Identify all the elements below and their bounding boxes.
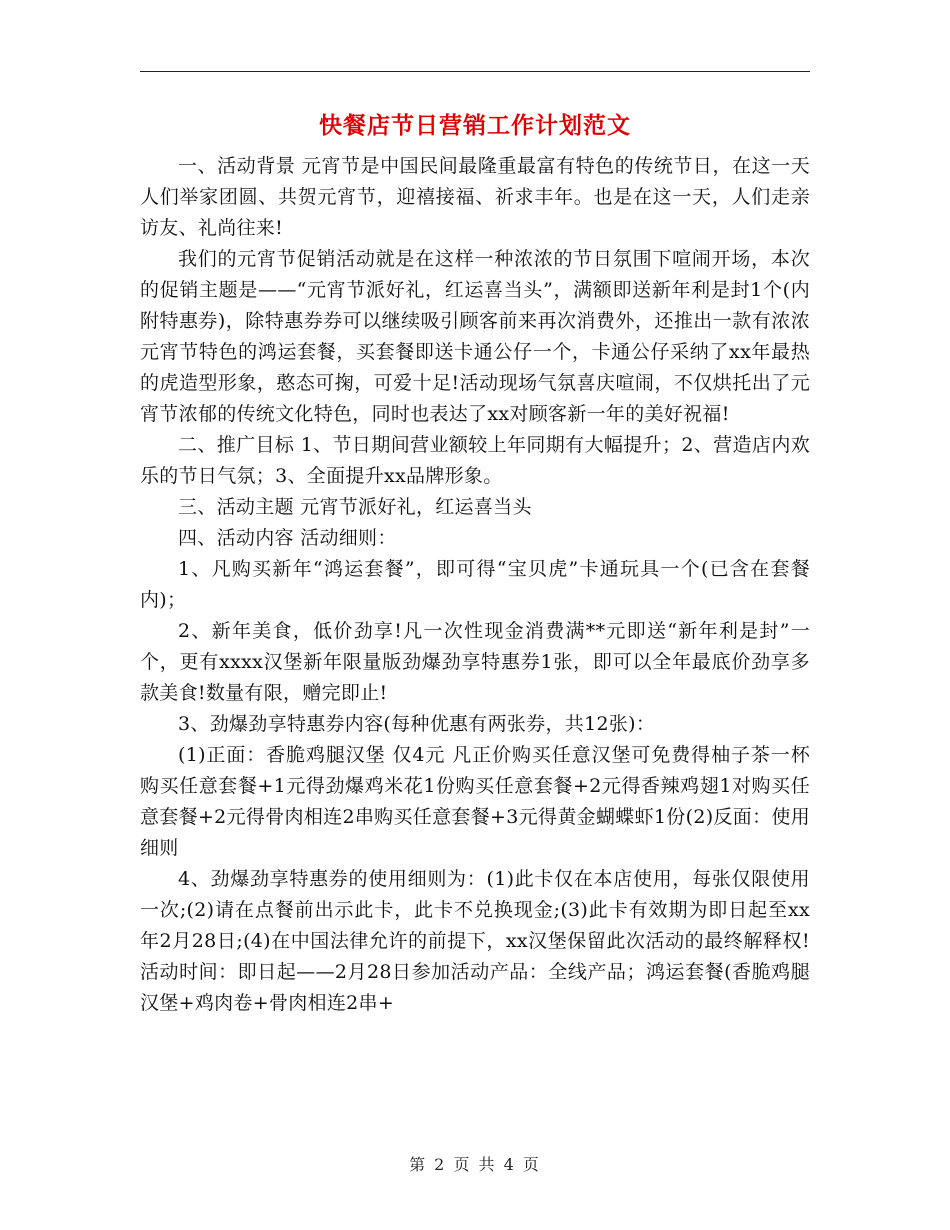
paragraph: 2、新年美食，低价劲享!凡一次性现金消费满**元即送“新年利是封”一个，更有xxxx汉堡新年限量版劲爆劲享特惠券1张，即可以全年最底价劲享多款美食!数量有限，赠完即止! xyxy=(140,620,810,704)
paragraph: 二、推广目标 1、节日期间营业额较上年同期有大幅提升；2、营造店内欢乐的节日气氛；3、全面提升xx品牌形象。 xyxy=(140,434,810,487)
document-body xyxy=(140,151,810,1019)
paragraph: 三、活动主题 元宵节派好礼，红运喜当头 xyxy=(178,496,532,518)
paragraph: (1)正面：香脆鸡腿汉堡 仅4元 凡正价购买任意汉堡可免费得柚子茶一杯 购买任意套餐+1元得劲爆鸡米花1份购买任意套餐+2元得香辣鸡翅1对购买任意套餐+2元得骨肉相连2串购买任意套餐+3元得黄金蝴蝶虾1份(2)反面：使用细则 xyxy=(140,744,810,859)
paragraph: 3、劲爆劲享特惠券内容(每种优惠有两张券，共12张)： xyxy=(178,713,656,735)
document-title: 快餐店节日营销工作计划范文 xyxy=(319,112,631,139)
paragraph: 一、活动背景 元宵节是中国民间最隆重最富有特色的传统节日，在这一天人们举家团圆、共贺元宵节，迎禧接福、祈求丰年。也是在这一天，人们走亲访友、礼尚往来! xyxy=(140,155,810,239)
paragraph: 1、凡购买新年“鸿运套餐”，即可得“宝贝虎”卡通玩具一个(已含在套餐内)； xyxy=(140,558,810,611)
page-number: 第 2 页 共 4 页 xyxy=(409,1155,541,1174)
header-rule xyxy=(140,71,810,72)
paragraph: 四、活动内容 活动细则： xyxy=(178,527,397,549)
paragraph: 4、劲爆劲享特惠券的使用细则为：(1)此卡仅在本店使用，每张仅限使用一次;(2)请在点餐前出示此卡，此卡不兑换现金;(3)此卡有效期为即日起至xx年2月28日;(4)在中国法律允许的前提下，xx汉堡保留此次活动的最终解释权!活动时间：即日起——2月28日参加活动产品：全线产品；鸿运套餐(香脆鸡腿汉堡+鸡肉卷+骨肉相连2串+ xyxy=(140,868,810,1014)
paragraph: 我们的元宵节促销活动就是在这样一种浓浓的节日氛围下喧闹开场，本次的促销主题是——“元宵节派好礼，红运喜当头”，满额即送新年利是封1个(内附特惠券)，除特惠券券可以继续吸引顾客前来再次消费外，还推出一款有浓浓元宵节特色的鸿运套餐，买套餐即送卡通公仔一个，卡通公仔采纳了xx年最热的虎造型形象，憨态可掬，可爱十足!活动现场气氛喜庆喧闹，不仅烘托出了元宵节浓郁的传统文化特色，同时也表达了xx对顾客新一年的美好祝福! xyxy=(140,248,810,425)
